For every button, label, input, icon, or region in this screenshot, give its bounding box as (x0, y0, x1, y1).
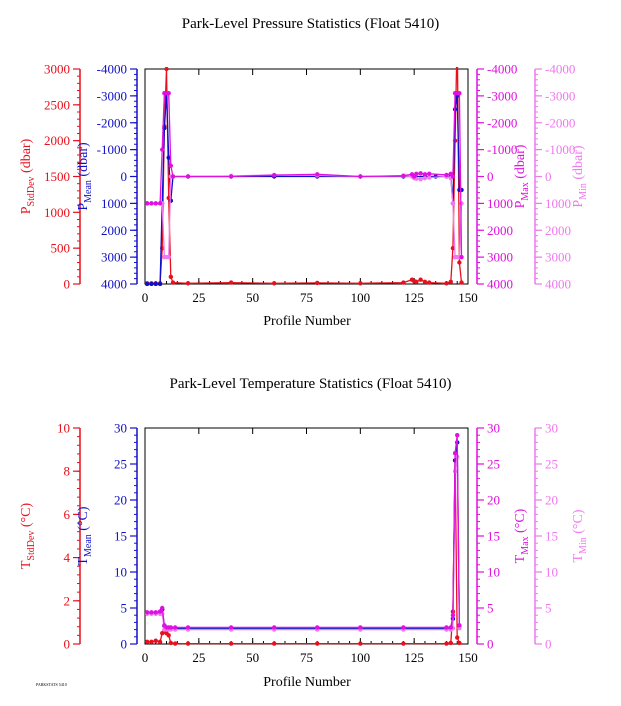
data-point (149, 201, 153, 205)
data-point (457, 641, 461, 645)
data-point (315, 625, 319, 629)
data-point (158, 201, 162, 205)
y-axis-label: $P_{StdDev}$ (dbar) (19, 138, 37, 215)
y-tick-label: -2000 (487, 115, 518, 131)
y-tick-label: 15 (487, 528, 500, 544)
x-tick-label: 75 (300, 650, 313, 665)
data-point (423, 280, 427, 284)
x-tick-label: 150 (458, 290, 478, 305)
series-line (147, 175, 461, 257)
chart-1 (19, 421, 589, 666)
data-point (401, 280, 405, 284)
y-tick-label: -3000 (545, 88, 576, 104)
data-point (455, 635, 459, 639)
y-tick-label: 30 (487, 420, 500, 436)
data-point (154, 639, 158, 643)
data-point (451, 174, 455, 178)
y-tick-label: 4000 (101, 276, 127, 292)
data-point (164, 67, 168, 71)
data-point (160, 606, 164, 610)
data-point (444, 173, 448, 177)
data-point (149, 610, 153, 614)
y-tick-label: 2000 (101, 222, 127, 238)
y-axis-label: $T_{Max}$ (°C) (513, 508, 531, 564)
y-tick-label: 1000 (44, 204, 70, 220)
x-tick-label: 0 (141, 650, 149, 665)
data-point (418, 278, 422, 282)
y-tick-label: 15 (545, 528, 558, 544)
series-max (145, 433, 462, 630)
data-point (186, 174, 190, 178)
x-tick-label: 100 (350, 290, 371, 305)
y-tick-label: 0 (120, 169, 127, 184)
data-point (451, 613, 455, 617)
data-point (186, 641, 190, 645)
y-tick-label: 2000 (545, 222, 571, 238)
data-point (169, 641, 173, 645)
y-tick-label: -4000 (487, 61, 518, 77)
series-mean (145, 440, 462, 630)
y-tick-label: 5 (487, 600, 494, 616)
y-tick-label: 25 (114, 456, 127, 472)
y-axis-label: $T_{StdDev}$ (°C) (19, 502, 37, 570)
y-tick-label: 20 (487, 492, 500, 508)
series-line (147, 442, 459, 628)
data-point (444, 281, 448, 285)
y-tick-label: 2000 (44, 133, 70, 149)
data-point (158, 282, 162, 286)
data-point (166, 633, 170, 637)
data-point (315, 641, 319, 645)
y-axis-label: $T_{Mean}$ (°C) (76, 506, 94, 566)
y-tick-label: 0 (545, 636, 552, 652)
y-tick-label: -3000 (487, 88, 518, 104)
y-tick-label: -4000 (545, 61, 576, 77)
y-tick-label: 10 (114, 564, 127, 580)
data-point (358, 641, 362, 645)
data-point (229, 641, 233, 645)
y-tick-label: 1000 (545, 195, 571, 211)
y-tick-label: 10 (57, 420, 70, 436)
data-point (455, 31, 459, 35)
y-tick-label: 0 (63, 276, 70, 292)
y-tick-label: 30 (114, 420, 127, 436)
data-point (457, 623, 461, 627)
data-point (459, 280, 463, 284)
data-point (169, 625, 173, 629)
x-tick-label: 50 (246, 290, 260, 305)
data-point (229, 625, 233, 629)
data-point (145, 201, 149, 205)
data-point (166, 91, 170, 95)
x-tick-label: 25 (192, 290, 206, 305)
data-point (229, 280, 233, 284)
y-tick-label: 500 (50, 240, 70, 256)
series-min (145, 455, 462, 632)
data-point (423, 176, 427, 180)
data-point (451, 201, 455, 205)
data-point (229, 174, 233, 178)
y-tick-label: 3000 (101, 249, 127, 265)
data-point (171, 280, 175, 284)
x-tick-label: 25 (192, 650, 206, 665)
y-tick-label: 20 (114, 492, 127, 508)
data-point (186, 625, 190, 629)
data-point (169, 275, 173, 279)
x-axis-label: Profile Number (263, 314, 351, 329)
y-tick-label: 25 (545, 456, 558, 472)
chart-title: Park-Level Temperature Statistics (Float 5410) (169, 376, 452, 392)
y-tick-label: -1000 (487, 142, 518, 158)
data-point (272, 625, 276, 629)
data-point (186, 281, 190, 285)
data-point (160, 147, 164, 151)
y-tick-label: 3000 (487, 249, 513, 265)
chart-0 (19, 31, 589, 305)
data-point (459, 201, 463, 205)
data-point (154, 282, 158, 286)
data-point (171, 174, 175, 178)
y-tick-label: 25 (487, 456, 500, 472)
y-tick-label: 3000 (44, 61, 70, 77)
data-point (449, 625, 453, 629)
data-point (154, 201, 158, 205)
data-point (414, 280, 418, 284)
data-point (149, 640, 153, 644)
y-tick-label: -2000 (545, 115, 576, 131)
y-tick-label: 2500 (44, 97, 70, 113)
data-point (358, 174, 362, 178)
data-point (166, 255, 170, 259)
data-point (457, 91, 461, 95)
y-tick-label: 4 (63, 550, 70, 566)
y-axis-label: $T_{Min}$ (°C) (571, 509, 589, 563)
series-line (147, 435, 459, 627)
data-point (414, 172, 418, 176)
data-point (401, 625, 405, 629)
y-tick-label: 4000 (545, 276, 571, 292)
y-tick-label: 10 (487, 564, 500, 580)
data-point (459, 255, 463, 259)
y-tick-label: 2000 (487, 222, 513, 238)
data-point (401, 641, 405, 645)
data-point (358, 281, 362, 285)
x-axis-label: Profile Number (263, 675, 351, 690)
y-tick-label: 0 (487, 169, 494, 184)
y-axis-label: $P_{Max}$ (dbar) (513, 144, 531, 209)
x-tick-label: 100 (350, 650, 371, 665)
series-line (147, 457, 459, 630)
x-tick-label: 75 (300, 290, 313, 305)
y-tick-label: 0 (545, 169, 552, 184)
y-tick-label: 0 (120, 636, 127, 652)
y-tick-label: 20 (545, 492, 558, 508)
data-point (158, 640, 162, 644)
y-tick-label: 6 (63, 506, 70, 522)
series-line (147, 93, 461, 284)
y-tick-label: 1000 (101, 195, 127, 211)
x-tick-label: 150 (458, 650, 478, 665)
y-tick-label: 0 (487, 636, 494, 652)
data-point (444, 641, 448, 645)
y-tick-label: 15 (114, 528, 127, 544)
data-point (453, 451, 457, 455)
data-point (169, 164, 173, 168)
plot-frame (145, 428, 468, 644)
y-tick-label: 1500 (44, 169, 70, 184)
data-point (145, 610, 149, 614)
data-point (358, 625, 362, 629)
series-max (145, 91, 464, 259)
y-tick-label: -3000 (96, 88, 127, 104)
chart-title: Park-Level Pressure Statistics (Float 5410) (181, 16, 440, 32)
x-tick-label: 0 (141, 290, 149, 305)
data-point (145, 640, 149, 644)
y-axis-label: $P_{Mean}$ (dbar) (76, 142, 94, 211)
data-point (401, 173, 405, 177)
data-point (272, 281, 276, 285)
data-point (457, 260, 461, 264)
data-point (145, 282, 149, 286)
series-stddev (145, 458, 462, 646)
y-tick-label: 10 (545, 564, 558, 580)
data-point (154, 610, 158, 614)
data-point (455, 433, 459, 437)
data-point (272, 173, 276, 177)
data-point (315, 172, 319, 176)
data-point (149, 282, 153, 286)
footer-stamp: PARKSTATS 5410 (36, 682, 67, 687)
data-point (449, 280, 453, 284)
y-tick-label: -1000 (545, 142, 576, 158)
series-mean (145, 91, 464, 286)
y-tick-label: 3000 (545, 249, 571, 265)
data-point (449, 641, 453, 645)
y-tick-label: -4000 (96, 61, 127, 77)
x-tick-label: 125 (404, 650, 424, 665)
data-point (272, 641, 276, 645)
data-point (418, 171, 422, 175)
y-tick-label: 30 (545, 420, 558, 436)
data-point (173, 641, 177, 645)
data-point (444, 625, 448, 629)
data-point (315, 281, 319, 285)
data-point (173, 625, 177, 629)
data-point (427, 280, 431, 284)
data-point (418, 177, 422, 181)
series-line (147, 460, 459, 643)
y-tick-label: -1000 (96, 142, 127, 158)
data-point (427, 175, 431, 179)
y-tick-label: 5 (120, 600, 127, 616)
y-tick-label: 5 (545, 600, 552, 616)
y-tick-label: 0 (63, 636, 70, 652)
x-tick-label: 125 (404, 290, 424, 305)
x-tick-label: 50 (246, 650, 260, 665)
series-min (145, 173, 464, 260)
y-tick-label: 8 (63, 463, 70, 479)
y-tick-label: -2000 (96, 115, 127, 131)
y-axis-label: $P_{Min}$ (dbar) (571, 145, 589, 208)
data-point (423, 172, 427, 176)
data-point (427, 172, 431, 176)
y-tick-label: 1000 (487, 195, 513, 211)
y-tick-label: 2 (63, 593, 70, 609)
y-tick-label: 4000 (487, 276, 513, 292)
